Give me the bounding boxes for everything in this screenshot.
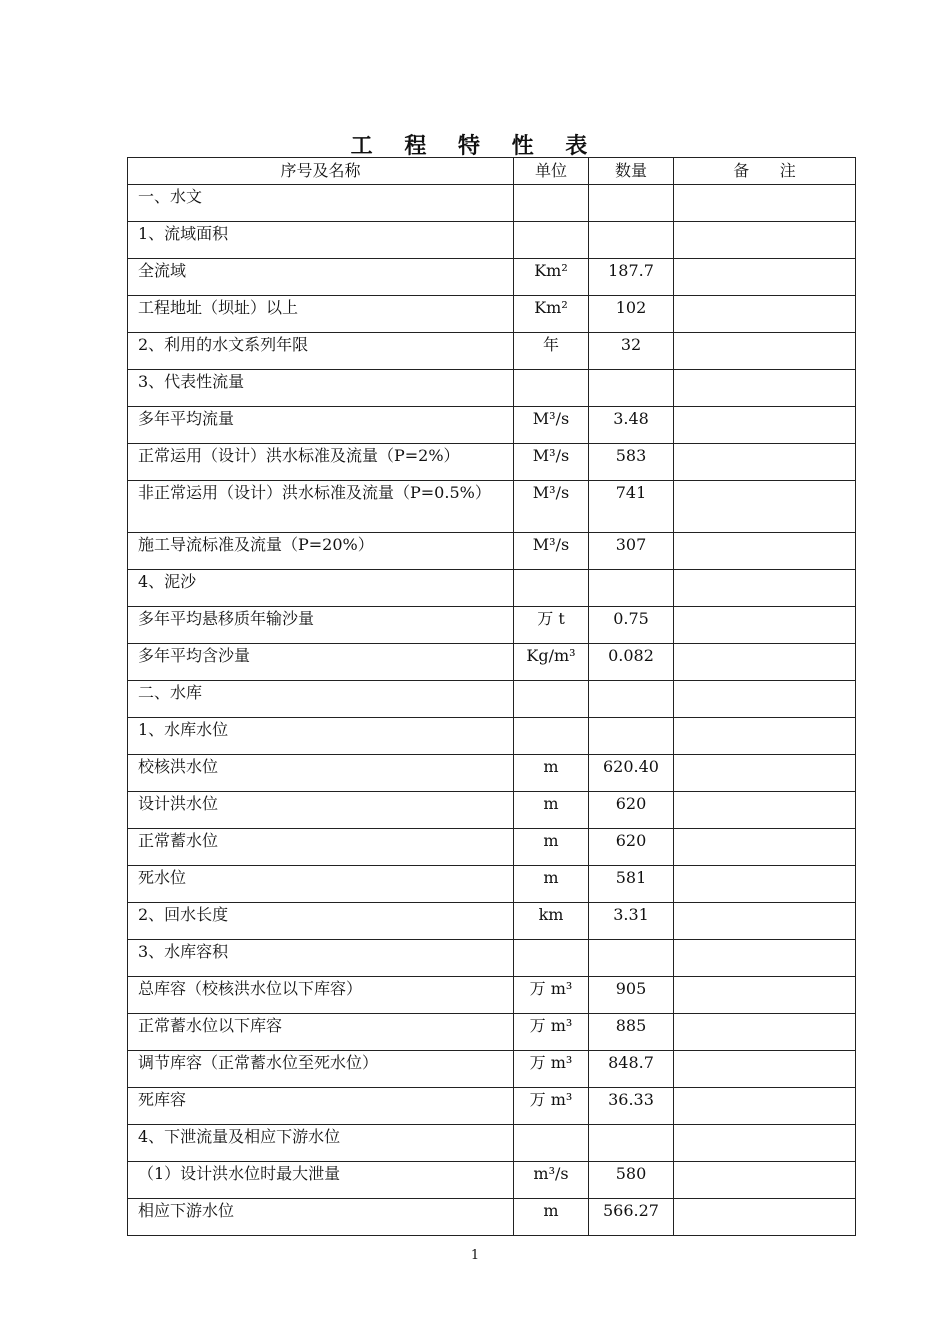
row-note [674, 481, 856, 533]
table-row [128, 333, 856, 370]
row-name: 相应下游水位 [128, 1199, 514, 1236]
row-qty: 307 [589, 533, 674, 570]
table-row [128, 681, 856, 718]
header-note: 备 注 [674, 158, 856, 185]
row-unit [514, 222, 589, 259]
table-row [128, 792, 856, 829]
row-name: 正常蓄水位 [128, 829, 514, 866]
row-qty: 620 [589, 792, 674, 829]
row-qty: 885 [589, 1014, 674, 1051]
row-note [674, 1014, 856, 1051]
row-note [674, 185, 856, 222]
row-note [674, 718, 856, 755]
row-unit: 万 m³ [514, 1088, 589, 1125]
row-qty: 3.48 [589, 407, 674, 444]
row-note [674, 533, 856, 570]
row-note [674, 1199, 856, 1236]
table-row [128, 1162, 856, 1199]
table-row [128, 570, 856, 607]
table-row [128, 481, 856, 533]
row-qty: 36.33 [589, 1088, 674, 1125]
row-unit: 万 t [514, 607, 589, 644]
row-qty: 620.40 [589, 755, 674, 792]
row-name: 3、水库容积 [128, 940, 514, 977]
row-qty: 187.7 [589, 259, 674, 296]
row-unit: 万 m³ [514, 1051, 589, 1088]
row-name: 多年平均含沙量 [128, 644, 514, 681]
row-unit: 万 m³ [514, 1014, 589, 1051]
row-name: 多年平均悬移质年输沙量 [128, 607, 514, 644]
row-qty [589, 1125, 674, 1162]
row-name: 多年平均流量 [128, 407, 514, 444]
row-qty: 581 [589, 866, 674, 903]
row-qty [589, 570, 674, 607]
table-row [128, 755, 856, 792]
row-note [674, 903, 856, 940]
row-unit: Km² [514, 259, 589, 296]
row-qty [589, 681, 674, 718]
table-row [128, 185, 856, 222]
row-name: 二、水库 [128, 681, 514, 718]
table-row [128, 407, 856, 444]
row-note [674, 681, 856, 718]
row-qty: 905 [589, 977, 674, 1014]
table-row [128, 533, 856, 570]
row-name: 死库容 [128, 1088, 514, 1125]
table-row [128, 903, 856, 940]
row-name: 2、回水长度 [128, 903, 514, 940]
row-name: 4、泥沙 [128, 570, 514, 607]
row-note [674, 1125, 856, 1162]
table-row [128, 1199, 856, 1236]
table-row [128, 1051, 856, 1088]
row-note [674, 259, 856, 296]
row-name: 3、代表性流量 [128, 370, 514, 407]
row-unit [514, 940, 589, 977]
row-name: 2、利用的水文系列年限 [128, 333, 514, 370]
characteristics-table [127, 157, 856, 1236]
row-qty: 0.75 [589, 607, 674, 644]
row-note [674, 644, 856, 681]
row-note [674, 940, 856, 977]
page-title: 工 程 特 性 表 [350, 134, 600, 159]
header-name: 序号及名称 [128, 158, 514, 185]
table-row [128, 829, 856, 866]
row-qty [589, 222, 674, 259]
row-qty: 102 [589, 296, 674, 333]
row-qty [589, 718, 674, 755]
row-qty: 3.31 [589, 903, 674, 940]
row-unit: m³/s [514, 1162, 589, 1199]
row-unit: M³/s [514, 533, 589, 570]
row-note [674, 829, 856, 866]
row-name: 施工导流标准及流量（P=20%） [128, 533, 514, 570]
row-unit [514, 718, 589, 755]
row-name: 1、流域面积 [128, 222, 514, 259]
row-name: 1、水库水位 [128, 718, 514, 755]
row-name: （1）设计洪水位时最大泄量 [128, 1162, 514, 1199]
row-qty [589, 370, 674, 407]
row-note [674, 570, 856, 607]
table-row [128, 718, 856, 755]
row-unit [514, 570, 589, 607]
row-unit [514, 681, 589, 718]
table-row [128, 370, 856, 407]
row-name: 4、下泄流量及相应下游水位 [128, 1125, 514, 1162]
row-note [674, 407, 856, 444]
row-note [674, 607, 856, 644]
table-row [128, 940, 856, 977]
row-name: 全流域 [128, 259, 514, 296]
row-name: 一、水文 [128, 185, 514, 222]
table-row [128, 607, 856, 644]
table-row [128, 1125, 856, 1162]
row-note [674, 370, 856, 407]
row-name: 非正常运用（设计）洪水标准及流量（P=0.5%） [128, 481, 514, 533]
row-note [674, 296, 856, 333]
row-qty: 566.27 [589, 1199, 674, 1236]
row-note [674, 333, 856, 370]
row-unit: M³/s [514, 444, 589, 481]
table-row [128, 644, 856, 681]
row-unit: M³/s [514, 407, 589, 444]
row-unit: m [514, 792, 589, 829]
row-qty: 848.7 [589, 1051, 674, 1088]
row-qty: 741 [589, 481, 674, 533]
page-number: 1 [470, 1248, 480, 1263]
row-qty: 32 [589, 333, 674, 370]
table-row [128, 444, 856, 481]
row-unit [514, 185, 589, 222]
row-name: 正常运用（设计）洪水标准及流量（P=2%） [128, 444, 514, 481]
row-name: 正常蓄水位以下库容 [128, 1014, 514, 1051]
table-header-row [128, 158, 856, 185]
table-row [128, 296, 856, 333]
row-qty: 0.082 [589, 644, 674, 681]
row-unit: km [514, 903, 589, 940]
row-unit: m [514, 755, 589, 792]
row-name: 调节库容（正常蓄水位至死水位） [128, 1051, 514, 1088]
row-note [674, 444, 856, 481]
row-name: 工程地址（坝址）以上 [128, 296, 514, 333]
row-note [674, 1088, 856, 1125]
table-row [128, 222, 856, 259]
row-unit [514, 1125, 589, 1162]
header-unit: 单位 [514, 158, 589, 185]
row-unit: 万 m³ [514, 977, 589, 1014]
row-unit: m [514, 1199, 589, 1236]
table-row [128, 866, 856, 903]
row-name: 总库容（校核洪水位以下库容） [128, 977, 514, 1014]
row-note [674, 866, 856, 903]
row-note [674, 977, 856, 1014]
row-note [674, 755, 856, 792]
row-unit: M³/s [514, 481, 589, 533]
row-note [674, 222, 856, 259]
row-unit: Kg/m³ [514, 644, 589, 681]
row-qty [589, 940, 674, 977]
row-name: 死水位 [128, 866, 514, 903]
row-unit: m [514, 866, 589, 903]
table-row [128, 1014, 856, 1051]
row-note [674, 792, 856, 829]
row-note [674, 1051, 856, 1088]
row-unit: Km² [514, 296, 589, 333]
row-qty [589, 185, 674, 222]
row-unit: m [514, 829, 589, 866]
row-unit [514, 370, 589, 407]
row-name: 校核洪水位 [128, 755, 514, 792]
table-row [128, 259, 856, 296]
row-qty: 580 [589, 1162, 674, 1199]
row-qty: 583 [589, 444, 674, 481]
header-qty: 数量 [589, 158, 674, 185]
row-name: 设计洪水位 [128, 792, 514, 829]
table-row [128, 977, 856, 1014]
table-row [128, 1088, 856, 1125]
row-unit: 年 [514, 333, 589, 370]
row-note [674, 1162, 856, 1199]
row-qty: 620 [589, 829, 674, 866]
